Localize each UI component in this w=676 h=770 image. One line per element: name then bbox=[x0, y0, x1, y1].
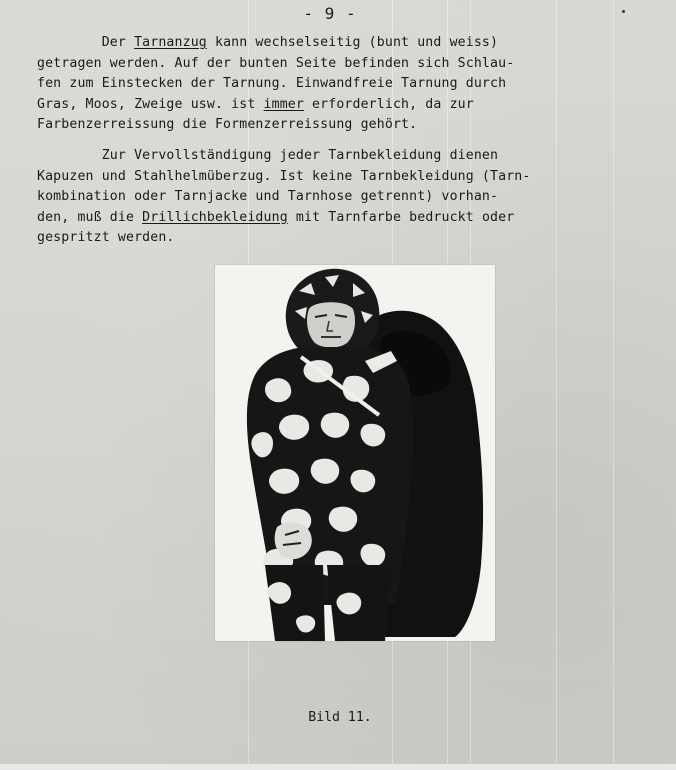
text-line: Zur Vervollständigung jeder Tarnbekleidung dienen bbox=[37, 148, 499, 163]
paragraph-camouflage-completion bbox=[37, 146, 657, 249]
text-line: den, muß die bbox=[37, 209, 143, 225]
underlined-term: Tarnanzug bbox=[134, 35, 207, 50]
paragraph-camouflage-suit bbox=[37, 33, 657, 136]
text-line: getragen werden. Auf der bunten Seite befinden sich Schlau- bbox=[37, 55, 515, 71]
text-line: kann wechselseitig (bunt und weiss) bbox=[206, 35, 499, 50]
soldier-drawing bbox=[215, 265, 495, 641]
underlined-term: Drillichbekleidung bbox=[142, 209, 288, 225]
text-line: kombination oder Tarnjacke und Tarnhose getrennt) vorhan- bbox=[37, 189, 499, 204]
text-line: Kapuzen und Stahlhelmüberzug. Ist keine Tarnbekleidung (Tarn- bbox=[37, 168, 531, 184]
illustration-camouflaged-soldier bbox=[215, 265, 495, 641]
figure-caption: Bild 11. bbox=[308, 710, 372, 725]
underlined-term: immer bbox=[263, 96, 304, 112]
stray-ink-mark bbox=[622, 10, 625, 13]
text-line: erforderlich, da zur bbox=[303, 96, 474, 112]
scan-bottom-edge bbox=[0, 764, 676, 770]
text-line: Der bbox=[37, 35, 135, 50]
text-line: mit Tarnfarbe bedruckt oder bbox=[287, 209, 515, 225]
text-line: fen zum Einstecken der Tarnung. Einwandfreie Tarnung durch bbox=[37, 76, 507, 91]
page-number: - 9 - bbox=[303, 4, 357, 23]
text-line: gespritzt werden. bbox=[37, 230, 175, 245]
text-line: Gras, Moos, Zweige usw. ist bbox=[37, 96, 264, 112]
text-line: Farbenzerreissung die Formenzerreissung gehört. bbox=[37, 117, 418, 132]
